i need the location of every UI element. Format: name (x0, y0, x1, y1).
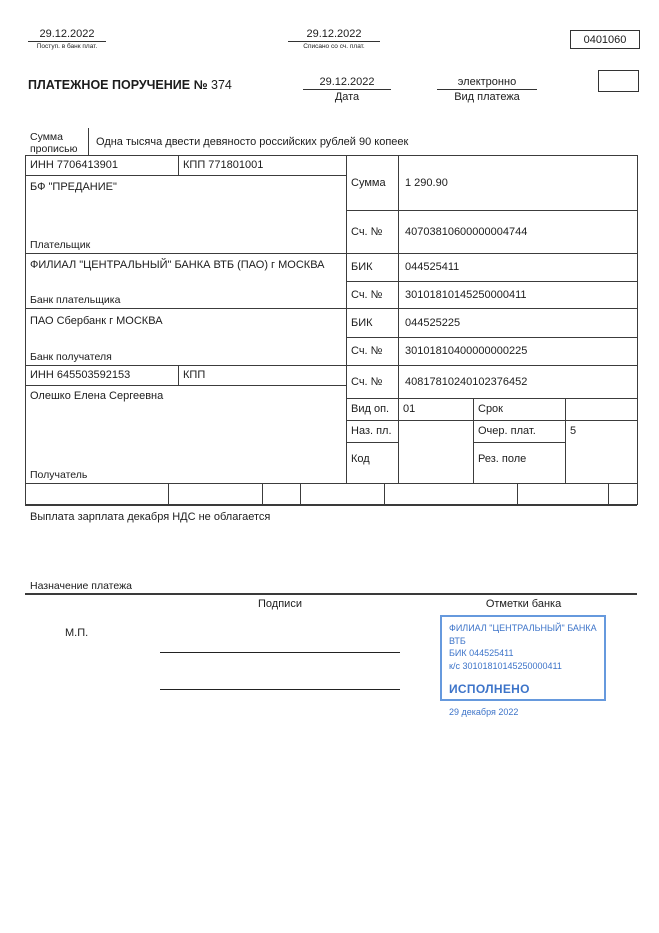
payer-name: БФ "ПРЕДАНИЕ" (30, 181, 117, 193)
divider-inn1-kpp (178, 155, 179, 175)
document-title (28, 78, 232, 92)
mp-label: М.П. (65, 627, 89, 639)
attr-row-divider-3 (300, 483, 301, 504)
line-payee-bottom (25, 483, 637, 484)
divider-inn2-kpp (178, 365, 179, 385)
signature-line-2 (160, 689, 400, 690)
payee-label: Получатель (30, 469, 88, 481)
payee-kpp-label: КПП (183, 369, 206, 381)
purpose-label: Назначение платежа (30, 580, 132, 592)
empty-code-box (598, 70, 639, 92)
term-label: Срок (478, 403, 503, 415)
naz-label: Наз. пл. (351, 425, 392, 437)
line-op-row-bottom (346, 420, 637, 421)
payment-kind-label: Вид платежа (454, 91, 520, 103)
bank-marks-label: Отметки банка (485, 598, 562, 610)
payee-name: Олешко Елена Сергеевна (30, 390, 164, 402)
doc-date-label: Дата (334, 91, 360, 103)
attr-row-divider-5 (517, 483, 518, 504)
table-middle-divider (346, 155, 347, 483)
sum-label: Сумма (351, 177, 386, 189)
signatures-label: Подписи (258, 598, 302, 610)
bank-stamp (440, 615, 606, 718)
divider-amount-words (88, 128, 89, 155)
payee-account-label: Сч. № (351, 376, 383, 388)
payee-bank-name: ПАО Сбербанк г МОСКВА (30, 315, 163, 327)
attr-row-divider-1 (168, 483, 169, 504)
attr-row-divider-4 (384, 483, 385, 504)
purpose-text: Выплата зарплата декабря НДС не облагается (30, 511, 271, 523)
line-payerbank-bik-bottom (346, 281, 637, 282)
payee-bank-bik: 044525225 (405, 317, 461, 329)
debited-date-block (288, 28, 380, 50)
payer-bank-label: Банк плательщика (30, 294, 121, 306)
received-date-block (28, 28, 106, 50)
stamp-status: ИСПОЛНЕНО (449, 682, 530, 697)
line-purpose-bottom (25, 593, 637, 595)
debited-date-value: 29.12.2022 (288, 28, 380, 42)
line-inn2-bottom (25, 385, 346, 386)
divider-term-value (565, 398, 566, 483)
table-left-edge (25, 155, 26, 505)
priority-value: 5 (570, 425, 577, 437)
line-naz-bottom (346, 442, 398, 443)
payee-account: 40817810240102376452 (405, 376, 528, 388)
op-type-value: 01 (403, 403, 416, 415)
line-payer-bottom (25, 253, 637, 254)
amount-words-label: Сумма прописью (30, 131, 78, 156)
line-payeebank-bik-bottom (346, 337, 637, 338)
amount-words-value: Одна тысяча двести девяносто российских рублей 90 копеек (96, 136, 409, 148)
code-label: Код (351, 453, 370, 465)
payee-bank-account: 30101810400000000225 (405, 345, 528, 357)
line-attributes-bottom (25, 504, 637, 506)
stamp-corr-account: к/с 30101810145250000411 (449, 660, 562, 671)
line-priority-bottom (473, 442, 565, 443)
stamp-date: 29 декабря 2022 (449, 707, 519, 718)
document-number: 374 (211, 78, 232, 92)
line-sum-bottom (346, 210, 637, 211)
stamp-bik: БИК 044525411 (449, 648, 514, 659)
payer-kpp: КПП 771801001 (183, 159, 264, 171)
payment-kind-block (437, 76, 537, 103)
payee-bank-account-label: Сч. № (351, 345, 383, 357)
payer-account: 40703810600000004744 (405, 226, 528, 238)
divider-label-value (398, 155, 399, 483)
payer-bank-bik-label: БИК (351, 261, 373, 273)
line-inn1-bottom (25, 175, 346, 176)
payee-inn: ИНН 645503592153 (30, 369, 131, 381)
doc-date-block (303, 76, 391, 103)
attr-row-divider-2 (262, 483, 263, 504)
received-date-label: Поступ. в банк плат. (36, 43, 98, 50)
payer-bank-account: 30101810145250000411 (405, 289, 527, 301)
attr-row-divider-6 (608, 483, 609, 504)
form-code-box (570, 30, 640, 49)
payer-bank-account-label: Сч. № (351, 289, 383, 301)
line-payee-acc-bottom (346, 398, 637, 399)
op-type-label: Вид оп. (351, 403, 390, 415)
payment-kind-value: электронно (437, 76, 537, 90)
stamp-bank-name: ФИЛИАЛ "ЦЕНТРАЛЬНЫЙ" БАНКА ВТБ (449, 623, 597, 646)
debited-date-label: Списано со сч. плат. (303, 43, 365, 50)
payer-inn: ИНН 7706413901 (30, 159, 119, 171)
table-right-edge (637, 155, 638, 505)
reserve-label: Рез. поле (478, 453, 527, 465)
form-code: 0401060 (583, 33, 627, 46)
payee-bank-bik-label: БИК (351, 317, 373, 329)
payer-bank-bik: 044525411 (405, 261, 460, 273)
payer-label: Плательщик (30, 239, 91, 251)
sum-value: 1 290.90 (405, 177, 448, 189)
payee-bank-label: Банк получателя (30, 351, 112, 363)
document-title-text: ПЛАТЕЖНОЕ ПОРУЧЕНИЕ № (28, 78, 208, 92)
doc-date-value: 29.12.2022 (303, 76, 391, 90)
line-payerbank-bottom (25, 308, 637, 309)
received-date-value: 29.12.2022 (28, 28, 106, 42)
priority-label: Очер. плат. (478, 425, 536, 437)
line-payeebank-bottom (25, 365, 637, 366)
signature-line-1 (160, 652, 400, 653)
divider-op-value (473, 398, 474, 483)
line-top (25, 155, 637, 156)
payer-account-label: Сч. № (351, 226, 383, 238)
payer-bank-name: ФИЛИАЛ "ЦЕНТРАЛЬНЫЙ" БАНКА ВТБ (ПАО) г МОСКВА (30, 259, 325, 271)
